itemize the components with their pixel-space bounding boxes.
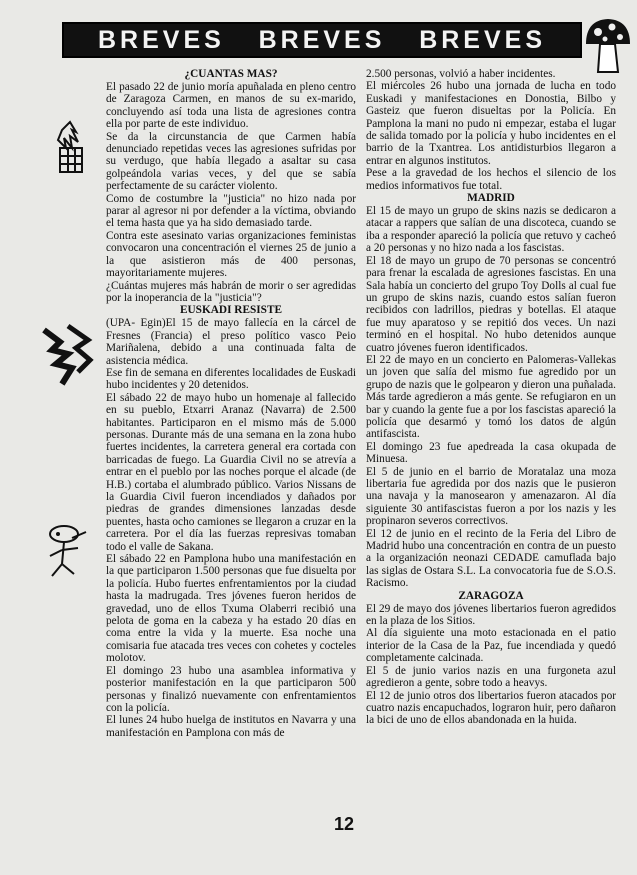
paragraph: El miércoles 26 hubo una jornada de lucha en todo Euskadi y manifestaciones en Donostia, Bilbo y Gasteiz que fueron disueltas por la Policía. En Pamplona la mani no pudo ni empezar, estaba el lugar de salida tomado por la policía y hubo incidentes en el barrio de la Txantrea. Los antidisturbios llegaron a entrar en algunos institutos. [366,80,616,167]
paragraph: ¿Cuántas mujeres más habrán de morir o ser agredidas por la inoperancia de la "justicia"? [106,279,356,304]
paragraph: El sábado 22 en Pamplona hubo una manifestación en la que participaron 1.500 personas que fue disuelta por la policía. Hubo fuertes enfrentamientos por la ciudad hasta la madrugada. Tres jóvenes fueron heridos de gravedad, uno de ellos Txuma Olaberri recibió una pelota de goma en la cabeza y ha estado 20 días en coma entre la vida y la muerte. Esa noche una comisaria fue atacada tres veces con cohetes y cocteles molotov. [106,553,356,665]
section-title-zaragoza: ZARAGOZA [458,589,524,602]
paragraph: El 12 de junio otros dos libertarios fueron atacados por cuatro nazis encapuchados, lograron huir, pero dañaron la bici de uno de ellos abandonada en la huida. [366,689,616,727]
paragraph: El 5 de junio varios nazis en una furgoneta azul agredieron a gente, sobre todo a heavys. [366,664,616,690]
banner-word-3: BREVES [419,25,546,54]
cartoon-figure-icon [44,520,94,578]
section-title-madrid: MADRID [467,192,515,205]
paragraph: El lunes 24 hubo huelga de institutos en Navarra y una manifestación en Pamplona con más de [106,714,356,739]
page-number: 12 [334,814,355,834]
mushroom-icon [582,14,634,76]
paragraph: Pese a la gravedad de los hechos el silencio de los medios informativos fue total. [366,167,616,192]
paragraph: (UPA- Egin)El 15 de mayo fallecía en la cárcel de Fresnes (Francia) el preso político vasco Peio Mariñalena, debido a una continuada falta de asistencia médica. [106,317,356,367]
banner-word-2: BREVES [258,25,386,54]
right-column [366,68,616,727]
paragraph: Como de costumbre la "justicia" no hizo nada por parar al agresor ni por defender a la víctima, obviando el tema hasta que ya ha sido demasiado tarde. [106,192,356,230]
breves-banner [62,22,582,58]
paragraph: Se da la circunstancia de que Carmen había denunciado repetidas veces las agresiones sufridas por su verdugo, que había llegado a asaltar su casa golpeándola varias veces, y del que se sabía perfectamente de su carácter violento. [106,130,356,193]
paragraph: Contra este asesinato varias organizaciones feministas convocaron una concentración el viernes 25 de junio a la que asistieron más de 400 personas, mayoritariamente mujeres. [106,229,356,280]
banner-word-1: BREVES [98,25,225,54]
left-column [106,68,356,739]
burning-figure-icon [50,118,90,178]
paragraph: El 5 de junio en el barrio de Moratalaz una moza libertaria fue agredida por dos nazis que le pusieron una navaja y la manosearon y amenazaron. Al día siguiente 30 antifascistas fueron a por los nazis y les propinaron severos correctivos. [366,465,616,528]
paragraph: El domingo 23 hubo una asamblea informativa y posterior manifestación en la que participaron 500 personas y finalizó nuevamente con enfrentamientos con la policía. [106,664,356,714]
paragraph: Ese fin de semana en diferentes localidades de Euskadi hubo incidentes y 20 detenidos. [106,366,356,392]
paragraph: El 29 de mayo dos jóvenes libertarios fueron agredidos en la plaza de los Sitios. [366,602,616,628]
paragraph: El domingo 23 fue apedreada la casa okupada de Minuesa. [366,440,616,466]
paragraph: El 22 de mayo en un concierto en Palomeras-Vallekas un joven que salía del mismo fue agredido por un grupo de nazis que le golpearon y dieron una puñalada. Más tarde agredieron a más gente. Se refugiaron en un bar y cuando la gente fue a por los fascistas apareció la policía que desarmó y tomó los datos de algún antifascista. [366,353,616,441]
paragraph: El 18 de mayo un grupo de 70 personas se concentró para frenar la escalada de agresiones fascistas. En una Sala había un concierto del grupo Toy Dolls al cual fue un grupo de skins nazis, cuando estos salían fueron recibidos con ladrillos, piedras y botellas. El ataque fue muy aparatoso y se repitió dos veces. Un nazi terminó en el hospital. No hubo detenidos aunque cuatro jóvenes fueron identificados. [366,254,616,354]
paragraph: 2.500 personas, volvió a haber incidentes. [366,68,556,80]
paragraph: El pasado 22 de junio moría apuñalada en pleno centro de Zaragoza Carmen, en manos de su ex-marido, concluyendo así toda una lista de agresiones contra ella por parte de este individuo. [106,81,356,131]
paragraph: El 12 de junio en el recinto de la Feria del Libro de Madrid hubo una concentración en contra de un puesto a la organización neonazi CEDADE camuflada bajo las siglas de Ostara S.L. La convocatoria fue de S.O.S. Racismo. [366,527,616,590]
paragraph: Al día siguiente una moto estacionada en el patio interior de la Casa de la Paz, fue incendiada y quedó completamente calcinada. [366,627,616,665]
paragraph: El 15 de mayo un grupo de skins nazis se dedicaron a atacar a rappers que salían de una discoteca, cuando se iba a responder apareció la policía que retuvo y cacheó a 20 personas y no hizo nada a los fascistas. [366,205,616,255]
fist-graffiti-icon [38,320,94,388]
article-title-euskadi-resiste: EUSKADI RESISTE [179,304,283,317]
article-title-cuantas-mas: ¿CUANTAS MAS? [184,68,278,80]
paragraph: El sábado 22 de mayo hubo un homenaje al fallecido en su pueblo, Etxarri Aranaz (Navarra) de 2.500 habitantes. Participaron en el mismo más de 5.000 personas. Durante más de una semana en la zona hubo fuertes incidentes, la carretera general era cortada con barricadas de fuego. La Guardia Civil no se atrevía a entrar en el pueblo por las noches porque el alcade (de H.B.) cortaba el alumbrado público. Varios Nissans de la Guardia Civil fueron incendiados y dañados por piedras de grandes dimensiones lanzadas desde puentes, hasta ocho camiones se llegaron a cruzar en la carretera. Por el día las fuerzas represivas tomaban todo el valle de Sakana. [106,391,356,553]
